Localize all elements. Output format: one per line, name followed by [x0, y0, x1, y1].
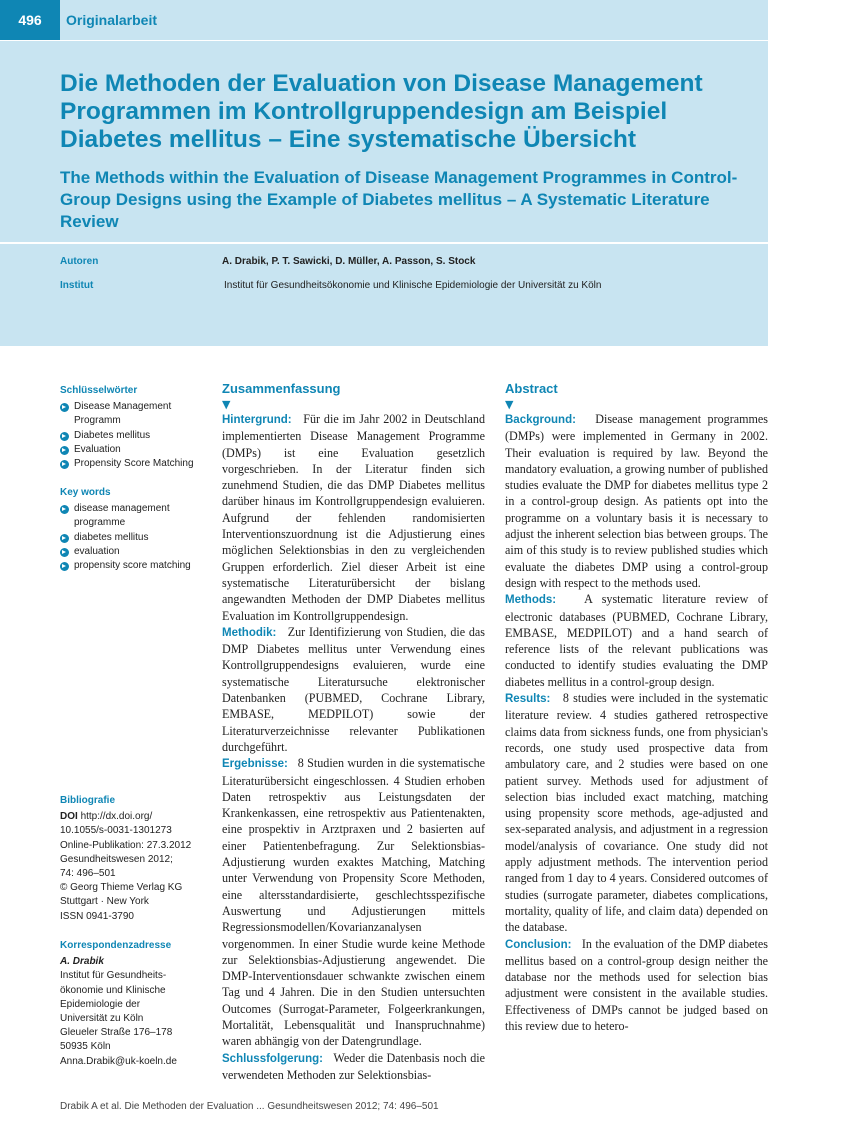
page-number: 496 [0, 0, 60, 40]
keyword-item: Evaluation [60, 443, 210, 457]
arrow-bullet-icon [60, 548, 69, 557]
pages: 74: 496–501 [60, 868, 116, 880]
divider [0, 242, 768, 244]
address-line: 50935 Köln [60, 1041, 111, 1053]
title-english: The Methods within the Evaluation of Disease Management Programmes in Control-Group Designs using the Example of Diabetes mellitus – A Systematic Literature Review [60, 168, 738, 231]
arrow-bullet-icon [60, 446, 69, 455]
keyword-item: propensity score matching [60, 559, 210, 573]
email-link[interactable]: Anna.Drabik@uk-koeln.de [60, 1055, 177, 1067]
page-footer: Drabik A et al. Die Methoden der Evaluation ... Gesundheitswesen 2012; 74: 496–501 [60, 1101, 439, 1112]
doi-label: DOI [60, 811, 78, 823]
doi-id[interactable]: 10.1055/s-0031-1301273 [60, 825, 172, 837]
zusammenfassung-heading: Zusammenfassung [222, 381, 341, 396]
paragraph-methods: Methods: A systematic literature review of electronic databases (PUBMED, Cochrane Library, EMBASE, MEDPILOT) and a hand search of reference lists of the relevant publications was conducted to identify studies evaluating the DMP diabetes mellitus in a control-group design. [505, 592, 768, 689]
bibliography [60, 794, 210, 924]
keywords-german-heading: Schlüsselwörter [60, 385, 138, 396]
correspondence [60, 939, 210, 1069]
journal: Gesundheitswesen 2012; [60, 853, 173, 865]
correspondence-heading: Korrespondenzadresse [60, 940, 172, 951]
authors: A. Drabik, P. T. Sawicki, D. Müller, A. Passon, S. Stock [222, 256, 476, 267]
doi-url[interactable]: http://dx.doi.org/ [80, 811, 153, 823]
triangle-down-icon: ▼ [505, 398, 514, 411]
address-line: Universität zu Köln [60, 1013, 144, 1025]
address-line: ökonomie und Klinische [60, 984, 166, 996]
zusammenfassung-column [222, 380, 485, 1083]
abstract-column [505, 380, 768, 1034]
paragraph-conclusion: Conclusion: In the evaluation of the DMP diabetes mellitus based on a control-group design neither the database nor the methods used for selection bias adjustment were consistent in the available studies. Effectiveness of DMPs cannot be judged based on this review due to hetero- [505, 936, 768, 1033]
arrow-bullet-icon [60, 534, 69, 543]
paragraph-results: Results: 8 studies were included in the systematic literature review. 4 studies gathered retrospective claims data from sickness funds, one from physician's records, one study used prospective data from ambulatory care, and 2 studies were based on one patient survey. Methods used for adjustment of selection bias included exact matching, matching using propensity score methods, age-adjusted and sex-separated analysis, and adjustment in a regression model/analysis of covariance. One study did not apply adjustment methods. The intervention period ranged from 1 day to 4 years. Considered outcomes of studies (surrogate parameter, diabetes complications, mortality, quality of life, and claim data) depended on the database. [505, 691, 769, 935]
keywords-english [60, 486, 210, 573]
paragraph-background: Background: Disease management programmes (DMPs) were implemented in Germany in 2002. Their evaluation is required by law. Beyond the mandatory evaluation, a growing number of published studies evaluate the DMP for diabetes mellitus type 2 in a control-group design. As patients opt into the programme on a voluntary basis it is necessary to adjust the inherent selection bias between groups. The aim of this study is to review published studies which evaluate the diabetes DMP using a control-group design with respect to the methods used. [505, 412, 768, 590]
keyword-item: Propensity Score Matching [60, 457, 210, 471]
paragraph-schlussfolgerung: Schlussfolgerung: Weder die Datenbasis noch die verwendeten Methoden zur Selektionsbias- [222, 1050, 485, 1082]
keyword-item: Disease Management Programm [60, 400, 210, 428]
title-german: Die Methoden der Evaluation von Disease Management Programmen im Kontrollgruppendesign am Beispiel Diabetes mellitus – Eine systematische Übersicht [60, 70, 703, 153]
keyword-item: disease management programme [60, 502, 210, 530]
keywords-german [60, 384, 210, 471]
address-line: Gleueler Straße 176–178 [60, 1027, 173, 1039]
section-label: Originalarbeit [66, 12, 158, 28]
arrow-bullet-icon [60, 432, 69, 441]
publisher-city: Stuttgart · New York [60, 896, 149, 908]
institute: Institut für Gesundheitsökonomie und Klinische Epidemiologie der Universität zu Köln [224, 280, 602, 291]
keyword-item: Diabetes mellitus [60, 429, 210, 443]
online-date: Online-Publikation: 27.3.2012 [60, 839, 192, 851]
arrow-bullet-icon [60, 505, 69, 514]
correspondence-name: A. Drabik [60, 956, 104, 968]
triangle-down-icon: ▼ [222, 398, 231, 411]
authors-label: Autoren [60, 256, 99, 267]
paragraph-hintergrund: Hintergrund: Für die im Jahr 2002 in Deutschland implementierten Disease Management Programme (DMPs) ist eine Evaluation gesetzlich vorgeschrieben. In der Literatur finden sich zunehmend Studien, die das DMP Diabetes mellitus darüber hinaus im Kontrollgruppendesign evaluieren. Aufgrund der fehlenden randomisierten Interventionszuordnung ist die Adjustierung eines möglichen Selektionsbias in den zu vergleichenden Gruppen erforderlich. Ziel dieser Arbeit ist eine systematische Literaturübersicht der bislang angewandten Methoden der DMP Diabetes mellitus Evaluation im Kontrollgruppendesign. [222, 412, 485, 623]
abstract-heading: Abstract [505, 381, 558, 396]
address-line: Institut für Gesundheits- [60, 970, 167, 982]
publisher: © Georg Thieme Verlag KG [60, 882, 183, 894]
keyword-item: evaluation [60, 545, 210, 559]
institute-label: Institut [60, 280, 94, 291]
keyword-item: diabetes mellitus [60, 531, 210, 545]
address-line: Epidemiologie der [60, 998, 141, 1010]
bibliography-heading: Bibliografie [60, 795, 116, 806]
arrow-bullet-icon [60, 460, 69, 469]
arrow-bullet-icon [60, 403, 69, 412]
paragraph-ergebnisse: Ergebnisse: 8 Studien wurden in die systematische Literaturübersicht eingeschlossen. 4 Studien erhoben Daten retrospektiv aus Leistungsdaten der Krankenkassen, eine retrospektiv aus Patientenakten, eine prospektiv in Arztpraxen und 2 basierten auf einer Patientenbefragung. Zur Selektionsbias-Adjustierung wurden exaktes Matching, Matching unter Verwendung von Propensity Score Methoden, eine altersstandardisierte, geschlechtsspezifische Auswertung und Adjustierungen mittels Regressionsmodellen/Kovarianzanalysen vorgenommen. In einer Studie wurde keine Methode zur Selektionsbias-Adjustierung angewendet. Die DMP-Interventionsdauer schwankte zwischen einem Tag und 4 Jahren. Die in den Studien untersuchten Outcomes (Surrogat-Parameter, Folgeerkrankungen, Mortalität, Lebensqualität und Inanspruchnahme) waren abhängig von der Datengrundlage. [222, 756, 485, 1049]
arrow-bullet-icon [60, 562, 69, 571]
paragraph-methodik: Methodik: Zur Identifizierung von Studien, die das DMP Diabetes mellitus unter Verwendung eines Kontrollgruppendesigns evaluieren, wurde eine systematische Literatursuche elektronischer Datenbanken (PUBMED, Cochrane Library, EMBASE, MEDPILOT) sowie der Literaturverzeichnisse relevanter Publikationen durchgeführt. [222, 624, 486, 754]
issn: ISSN 0941-3790 [60, 910, 134, 922]
keywords-english-heading: Key words [60, 487, 111, 498]
